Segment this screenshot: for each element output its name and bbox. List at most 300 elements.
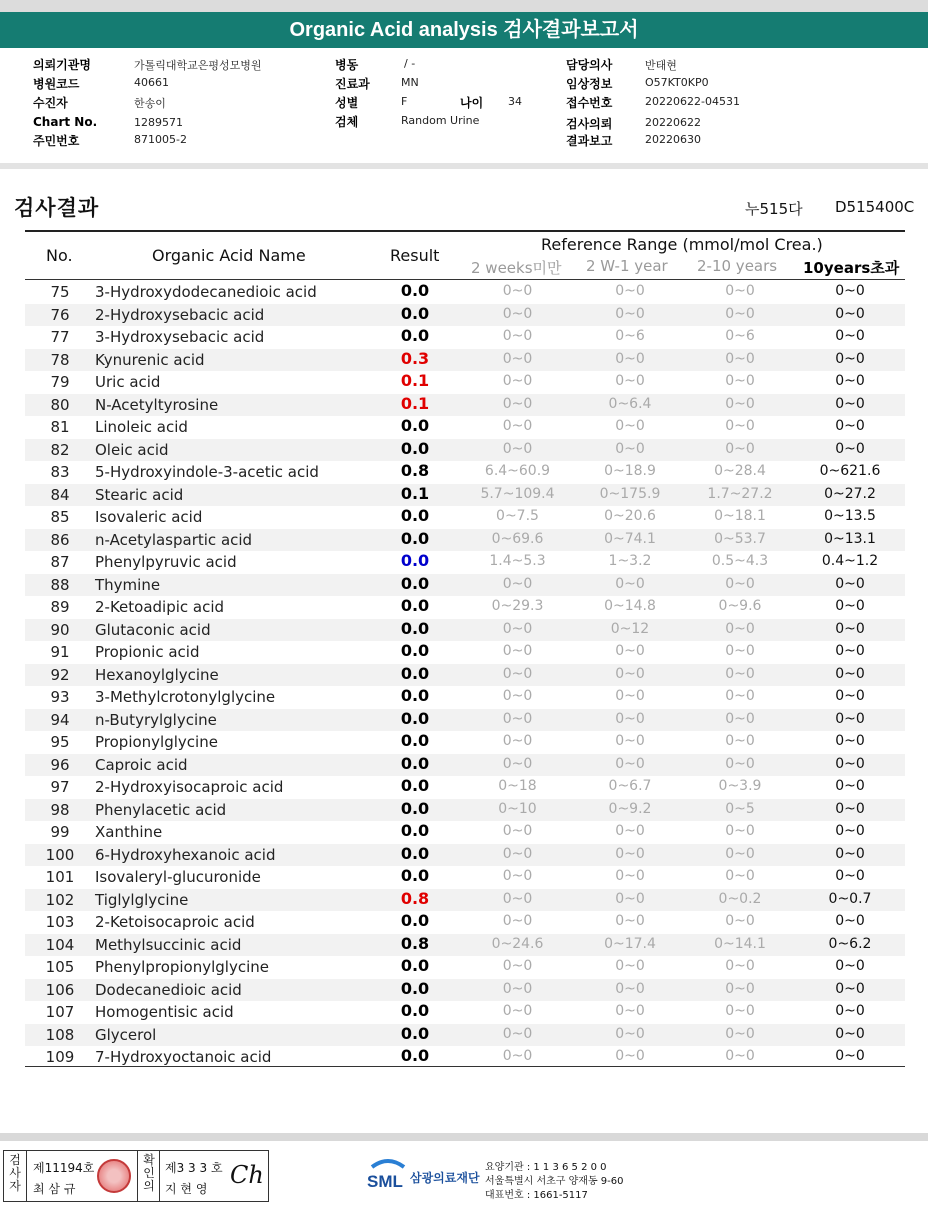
range-over10y: 0.4~1.2 [821, 553, 879, 569]
range-2weeks: 0~0 [502, 710, 533, 727]
range-2-10y: 0~0 [725, 823, 755, 839]
range-2weeks: 0~0 [502, 373, 533, 389]
range-2-10y: 0~0 [725, 1048, 755, 1064]
range-over10y: 0~0 [835, 395, 865, 412]
acid-name: Oleic acid [95, 440, 169, 459]
code-label: 병원코드 [33, 77, 80, 91]
result-value: 0.0 [400, 438, 430, 458]
range-2w-1y: 0~0 [615, 913, 645, 929]
tester-number: 제11194호 [33, 1161, 95, 1175]
confirm-number: 제3 3 3 호 [165, 1161, 223, 1175]
range-2-10y: 0.5~4.3 [711, 553, 769, 569]
header-name: Organic Acid Name [152, 246, 306, 265]
range-2-10y: 0~9.6 [718, 598, 762, 614]
range-2-10y: 1.7~27.2 [707, 485, 773, 502]
range-2-10y: 0~0 [725, 1025, 755, 1042]
acid-name: n-Butyrylglycine [95, 710, 217, 729]
table-row [25, 754, 905, 777]
acid-name: Propionic acid [95, 643, 200, 661]
ward-value: / - [404, 57, 416, 70]
range-over10y: 0~13.1 [824, 530, 876, 547]
result-value: 0.0 [400, 708, 430, 728]
range-2weeks: 5.7~109.4 [480, 485, 555, 502]
range-2weeks: 0~0 [502, 395, 533, 412]
range-2-10y: 0~0 [725, 913, 755, 929]
range-2-10y: 0~0 [725, 395, 755, 412]
table-row [25, 1024, 905, 1047]
result-value: 0.0 [400, 753, 430, 773]
row-number: 91 [50, 643, 70, 661]
table-header-rule [25, 279, 905, 280]
range-over10y: 0~621.6 [819, 463, 881, 479]
acid-name: Phenylpropionylglycine [95, 958, 270, 976]
table-row [25, 619, 905, 642]
range-2-10y: 0~3.9 [718, 778, 762, 794]
result-value: 0.0 [400, 686, 430, 705]
range-2w-1y: 0~0 [615, 440, 645, 457]
range-over10y: 0~0 [835, 980, 865, 997]
range-2w-1y: 0~0 [615, 733, 645, 749]
range-2-10y: 0~0 [725, 575, 755, 592]
row-number: 103 [45, 913, 75, 931]
table-row [25, 799, 905, 822]
result-value: 0.0 [400, 303, 430, 323]
row-number: 94 [50, 710, 70, 729]
confirm-name: 지 현 영 [165, 1182, 208, 1196]
range-2weeks: 0~0 [502, 1048, 533, 1064]
table-row [25, 664, 905, 687]
row-number: 104 [45, 935, 75, 954]
range-2weeks: 0~0 [502, 688, 533, 704]
range-2w-1y: 0~0 [615, 688, 645, 704]
range-2weeks: 0~0 [502, 1003, 533, 1019]
result-date-value: 20220630 [645, 133, 701, 146]
row-number: 78 [50, 350, 70, 369]
range-2-10y: 0~0 [725, 1003, 755, 1019]
sig-divider [26, 1151, 27, 1201]
report-code-a: 누515다 [745, 200, 803, 218]
range-2w-1y: 0~0 [615, 350, 645, 367]
request-label: 검사의뢰 [566, 117, 613, 131]
range-2weeks: 0~0 [502, 418, 533, 434]
range-2weeks: 0~0 [502, 913, 533, 929]
table-top-rule [25, 230, 905, 232]
row-number: 95 [50, 733, 70, 751]
row-number: 96 [50, 755, 70, 774]
row-number: 86 [50, 530, 70, 549]
acid-name: Linoleic acid [95, 418, 188, 436]
range-2w-1y: 0~0 [615, 823, 645, 839]
range-2weeks: 6.4~60.9 [484, 463, 551, 479]
table-row [25, 304, 905, 327]
result-value: 0.0 [400, 1046, 430, 1065]
result-value: 0.8 [400, 461, 430, 480]
range-over10y: 0~0 [835, 1003, 865, 1019]
confirm-label: 확 인 의 [143, 1153, 155, 1193]
range-over10y: 0~0 [835, 958, 865, 974]
range-2w-1y: 0~0 [615, 305, 645, 322]
range-over10y: 0~0 [835, 845, 865, 862]
range-2w-1y: 0~0 [615, 710, 645, 727]
dept-label: 진료과 [335, 77, 370, 91]
table-row [25, 596, 905, 619]
result-value: 0.0 [400, 281, 430, 300]
age-label: 나이 [460, 96, 484, 110]
row-number: 100 [45, 845, 75, 864]
tester-seal-icon [97, 1159, 131, 1193]
range-2-10y: 0~0 [725, 418, 755, 434]
range-2w-1y: 0~0 [615, 283, 645, 299]
result-value: 0.0 [400, 663, 430, 683]
result-value: 0.0 [400, 911, 430, 930]
table-row [25, 911, 905, 934]
range-2weeks: 0~0 [502, 350, 533, 367]
sex-value: F [401, 95, 408, 108]
range-2-10y: 0~0 [725, 643, 755, 659]
table-row [25, 1001, 905, 1024]
sml-logo-icon [366, 1157, 410, 1195]
table-row [25, 709, 905, 732]
range-over10y: 0~13.5 [824, 508, 876, 524]
range-2weeks: 0~0 [502, 755, 533, 772]
range-2weeks: 0~0 [502, 665, 533, 682]
request-value: 20220622 [645, 116, 701, 129]
range-2weeks: 0~29.3 [491, 598, 544, 614]
range-over10y: 0~0 [835, 710, 865, 727]
range-over10y: 0~0 [835, 575, 865, 592]
org-name: 삼광의료재단 [410, 1171, 480, 1185]
row-number: 93 [50, 688, 70, 706]
acid-name: 3-Hydroxydodecanedioic acid [95, 283, 317, 301]
row-number: 109 [45, 1048, 75, 1066]
acid-name: Kynurenic acid [95, 350, 205, 369]
result-value: 0.0 [400, 573, 430, 593]
patient-info [0, 52, 928, 162]
range-over10y: 0~0 [835, 373, 865, 389]
result-value: 0.0 [400, 618, 430, 638]
range-2weeks: 0~0 [502, 1025, 533, 1042]
ward-label: 병동 [335, 58, 359, 72]
range-2-10y: 0~0.2 [718, 890, 762, 907]
table-row [25, 326, 905, 349]
range-2weeks: 0~10 [498, 800, 537, 817]
range-2-10y: 0~0 [725, 620, 755, 637]
result-value: 0.3 [400, 348, 430, 368]
range-over10y: 0~0 [835, 868, 865, 884]
result-value: 0.0 [400, 776, 430, 795]
range-2-10y: 0~0 [725, 733, 755, 749]
table-row [25, 416, 905, 439]
acid-name: Isovaleryl-glucuronide [95, 868, 261, 886]
range-2w-1y: 0~0 [615, 868, 645, 884]
range-2w-1y: 0~18.9 [604, 463, 656, 479]
report-title: Organic Acid analysis 검사결과보고서 [0, 12, 928, 48]
acid-name: Hexanoylglycine [95, 665, 219, 684]
range-2-10y: 0~0 [725, 688, 755, 704]
range-2weeks: 0~0 [502, 868, 533, 884]
range-2w-1y: 0~0 [615, 755, 645, 772]
range-over10y: 0~6.2 [828, 935, 872, 952]
top-strip [0, 0, 928, 12]
table-row [25, 956, 905, 979]
table-row [25, 371, 905, 394]
header-range-2-10y: 2-10 years [697, 257, 778, 275]
patient-label: 수진자 [33, 96, 68, 110]
sig-divider [159, 1151, 160, 1201]
table-row [25, 641, 905, 664]
table-row [25, 776, 905, 799]
range-2weeks: 0~0 [502, 328, 533, 344]
range-2-10y: 0~0 [725, 665, 755, 682]
range-2w-1y: 0~14.8 [604, 598, 656, 614]
result-date-label: 결과보고 [566, 134, 613, 148]
acid-name: Phenylacetic acid [95, 800, 227, 819]
range-2w-1y: 0~0 [615, 665, 645, 682]
footer-strip [0, 1133, 928, 1141]
header-no: No. [46, 246, 73, 265]
range-2-10y: 0~0 [725, 373, 755, 389]
row-number: 88 [50, 575, 70, 594]
row-number: 97 [50, 778, 70, 796]
header-range-2w-1y: 2 W-1 year [586, 257, 668, 275]
range-2w-1y: 0~0 [615, 1025, 645, 1042]
range-2w-1y: 0~0 [615, 418, 645, 434]
clinical-label: 임상정보 [566, 77, 613, 91]
range-2-10y: 0~0 [725, 283, 755, 299]
result-value: 0.0 [400, 731, 430, 750]
range-2weeks: 0~0 [502, 440, 533, 457]
range-over10y: 0~0 [835, 1025, 865, 1042]
row-number: 80 [50, 395, 70, 414]
result-value: 0.0 [400, 506, 430, 525]
range-over10y: 0~0 [835, 283, 865, 299]
chart-value: 1289571 [134, 116, 183, 129]
range-2-10y: 0~0 [725, 958, 755, 974]
acid-name: Dodecanedioic acid [95, 980, 242, 999]
table-row [25, 979, 905, 1002]
range-2-10y: 0~53.7 [714, 530, 766, 547]
range-2-10y: 0~0 [725, 305, 755, 322]
result-value: 0.0 [400, 1023, 430, 1043]
acid-name: Glutaconic acid [95, 620, 211, 639]
org-institution-no: 요양기관 : 1 1 3 6 5 2 0 0 [485, 1162, 607, 1173]
id-value: 871005-2 [134, 133, 187, 146]
range-2-10y: 0~0 [725, 980, 755, 997]
range-over10y: 0~0 [835, 778, 865, 794]
sig-divider [137, 1151, 138, 1201]
sex-label: 성별 [335, 96, 359, 110]
range-2-10y: 0~5 [725, 800, 755, 817]
hospital-label: 의뢰기관명 [33, 58, 91, 72]
range-2weeks: 0~0 [502, 733, 533, 749]
range-2weeks: 0~24.6 [491, 935, 544, 952]
row-number: 101 [45, 868, 75, 886]
range-2weeks: 0~18 [498, 778, 537, 794]
table-row [25, 461, 905, 484]
table-row [25, 439, 905, 462]
range-2w-1y: 0~0 [615, 1003, 645, 1019]
result-value: 0.0 [400, 821, 430, 840]
result-value: 0.0 [400, 596, 430, 615]
receipt-value: 20220622-04531 [645, 95, 740, 108]
result-value: 0.0 [400, 866, 430, 885]
range-2w-1y: 0~17.4 [604, 935, 656, 952]
org-phone: 대표번호 : 1661-5117 [485, 1190, 588, 1201]
result-value: 0.1 [400, 393, 430, 413]
row-number: 90 [50, 620, 70, 639]
acid-name: Homogentisic acid [95, 1003, 234, 1021]
range-2weeks: 0~0 [502, 890, 533, 907]
range-2weeks: 0~0 [502, 958, 533, 974]
acid-name: 2-Ketoadipic acid [95, 598, 225, 616]
row-number: 82 [50, 440, 70, 459]
row-number: 85 [50, 508, 70, 526]
row-number: 83 [50, 463, 70, 481]
range-2weeks: 0~0 [502, 823, 533, 839]
acid-name: Caproic acid [95, 755, 188, 774]
confirm-signature: Ch [230, 1161, 264, 1189]
table-row [25, 281, 905, 304]
range-2weeks: 1.4~5.3 [489, 553, 546, 569]
range-over10y: 0~0 [835, 350, 865, 367]
table-row [25, 934, 905, 957]
range-over10y: 0~27.2 [824, 485, 876, 502]
range-2w-1y: 0~0 [615, 373, 645, 389]
range-2-10y: 0~28.4 [714, 463, 766, 479]
range-2weeks: 0~0 [502, 283, 533, 299]
range-2-10y: 0~0 [725, 350, 755, 367]
row-number: 75 [50, 283, 70, 301]
table-row [25, 349, 905, 372]
range-over10y: 0~0 [835, 665, 865, 682]
range-over10y: 0~0 [835, 823, 865, 839]
id-label: 주민번호 [33, 134, 80, 148]
table-row [25, 889, 905, 912]
row-number: 106 [45, 980, 75, 999]
result-value: 0.0 [400, 956, 430, 975]
signature-box [3, 1150, 269, 1202]
result-value: 0.0 [400, 641, 430, 660]
acid-name: 5-Hydroxyindole-3-acetic acid [95, 463, 319, 481]
acid-name: Glycerol [95, 1025, 157, 1044]
org-address: 서울특별시 서초구 양재동 9-60 [485, 1176, 624, 1187]
table-row [25, 394, 905, 417]
acid-name: 2-Hydroxyisocaproic acid [95, 778, 284, 796]
row-number: 81 [50, 418, 70, 436]
sml-logo-text: SML [367, 1172, 403, 1191]
result-value: 0.0 [400, 528, 430, 548]
range-2-10y: 0~0 [725, 440, 755, 457]
acid-name: N-Acetyltyrosine [95, 395, 219, 414]
range-2weeks: 0~0 [502, 980, 533, 997]
range-over10y: 0~0 [835, 800, 865, 817]
table-row [25, 866, 905, 889]
result-value: 0.1 [400, 483, 430, 503]
result-value: 0.8 [400, 888, 430, 908]
table-row [25, 821, 905, 844]
table-row [25, 686, 905, 709]
result-value: 0.0 [400, 326, 430, 345]
range-2w-1y: 0~0 [615, 958, 645, 974]
range-2w-1y: 0~9.2 [608, 800, 652, 817]
table-row [25, 551, 905, 574]
result-value: 0.0 [400, 798, 430, 818]
acid-name: 3-Methylcrotonylglycine [95, 688, 276, 706]
specimen-value: Random Urine [401, 114, 480, 127]
range-over10y: 0~0 [835, 440, 865, 457]
range-2weeks: 0~69.6 [491, 530, 544, 547]
range-over10y: 0~0 [835, 688, 865, 704]
range-2weeks: 0~0 [502, 620, 533, 637]
range-2w-1y: 0~175.9 [599, 485, 661, 502]
range-over10y: 0~0 [835, 643, 865, 659]
result-value: 0.8 [400, 933, 430, 953]
age-value: 34 [508, 95, 522, 108]
header-reference-range: Reference Range (mmol/mol Crea.) [541, 235, 823, 254]
specimen-label: 검체 [335, 115, 359, 129]
table-row [25, 574, 905, 597]
range-2w-1y: 0~0 [615, 643, 645, 659]
clinical-value: O57KT0KP0 [645, 76, 709, 89]
acid-name: 6-Hydroxyhexanoic acid [95, 845, 276, 864]
table-row [25, 506, 905, 529]
range-2w-1y: 0~0 [615, 890, 645, 907]
table-row [25, 529, 905, 552]
range-2w-1y: 0~74.1 [604, 530, 656, 547]
range-2-10y: 0~0 [725, 710, 755, 727]
patient-value: 한송이 [134, 97, 166, 110]
dept-value: MN [401, 76, 419, 89]
range-2w-1y: 0~6.4 [608, 395, 652, 412]
table-row [25, 731, 905, 754]
result-value: 0.1 [400, 371, 430, 390]
result-value: 0.0 [400, 416, 430, 435]
range-2w-1y: 0~6 [615, 328, 645, 344]
header-range-over10y: 10years초과 [803, 259, 900, 277]
doctor-value: 반태현 [645, 59, 677, 72]
acid-name: n-Acetylaspartic acid [95, 530, 253, 549]
range-2w-1y: 0~0 [615, 575, 645, 592]
table-bottom-rule [25, 1066, 905, 1067]
acid-name: Uric acid [95, 373, 161, 391]
acid-name: Methylsuccinic acid [95, 935, 242, 954]
range-2-10y: 0~0 [725, 755, 755, 772]
range-2-10y: 0~6 [725, 328, 755, 344]
table-row [25, 844, 905, 867]
row-number: 79 [50, 373, 70, 391]
range-over10y: 0~0 [835, 598, 865, 614]
acid-name: Tiglylglycine [95, 890, 189, 909]
range-over10y: 0~0 [835, 755, 865, 772]
row-number: 99 [50, 823, 70, 841]
range-2weeks: 0~7.5 [496, 508, 539, 524]
range-2w-1y: 0~0 [615, 980, 645, 997]
acid-name: Isovaleric acid [95, 508, 203, 526]
acid-name: 2-Hydroxysebacic acid [95, 305, 265, 324]
range-2-10y: 0~0 [725, 845, 755, 862]
row-number: 87 [50, 553, 70, 571]
range-over10y: 0~0 [835, 620, 865, 637]
result-value: 0.0 [400, 843, 430, 863]
section-title: 검사결과 [14, 196, 100, 220]
row-number: 105 [45, 958, 75, 976]
range-2w-1y: 0~20.6 [604, 508, 656, 524]
acid-name: 7-Hydroxyoctanoic acid [95, 1048, 272, 1066]
range-over10y: 0~0 [835, 418, 865, 434]
range-over10y: 0~0 [835, 328, 865, 344]
result-value: 0.0 [400, 1001, 430, 1020]
acid-name: Propionylglycine [95, 733, 218, 751]
